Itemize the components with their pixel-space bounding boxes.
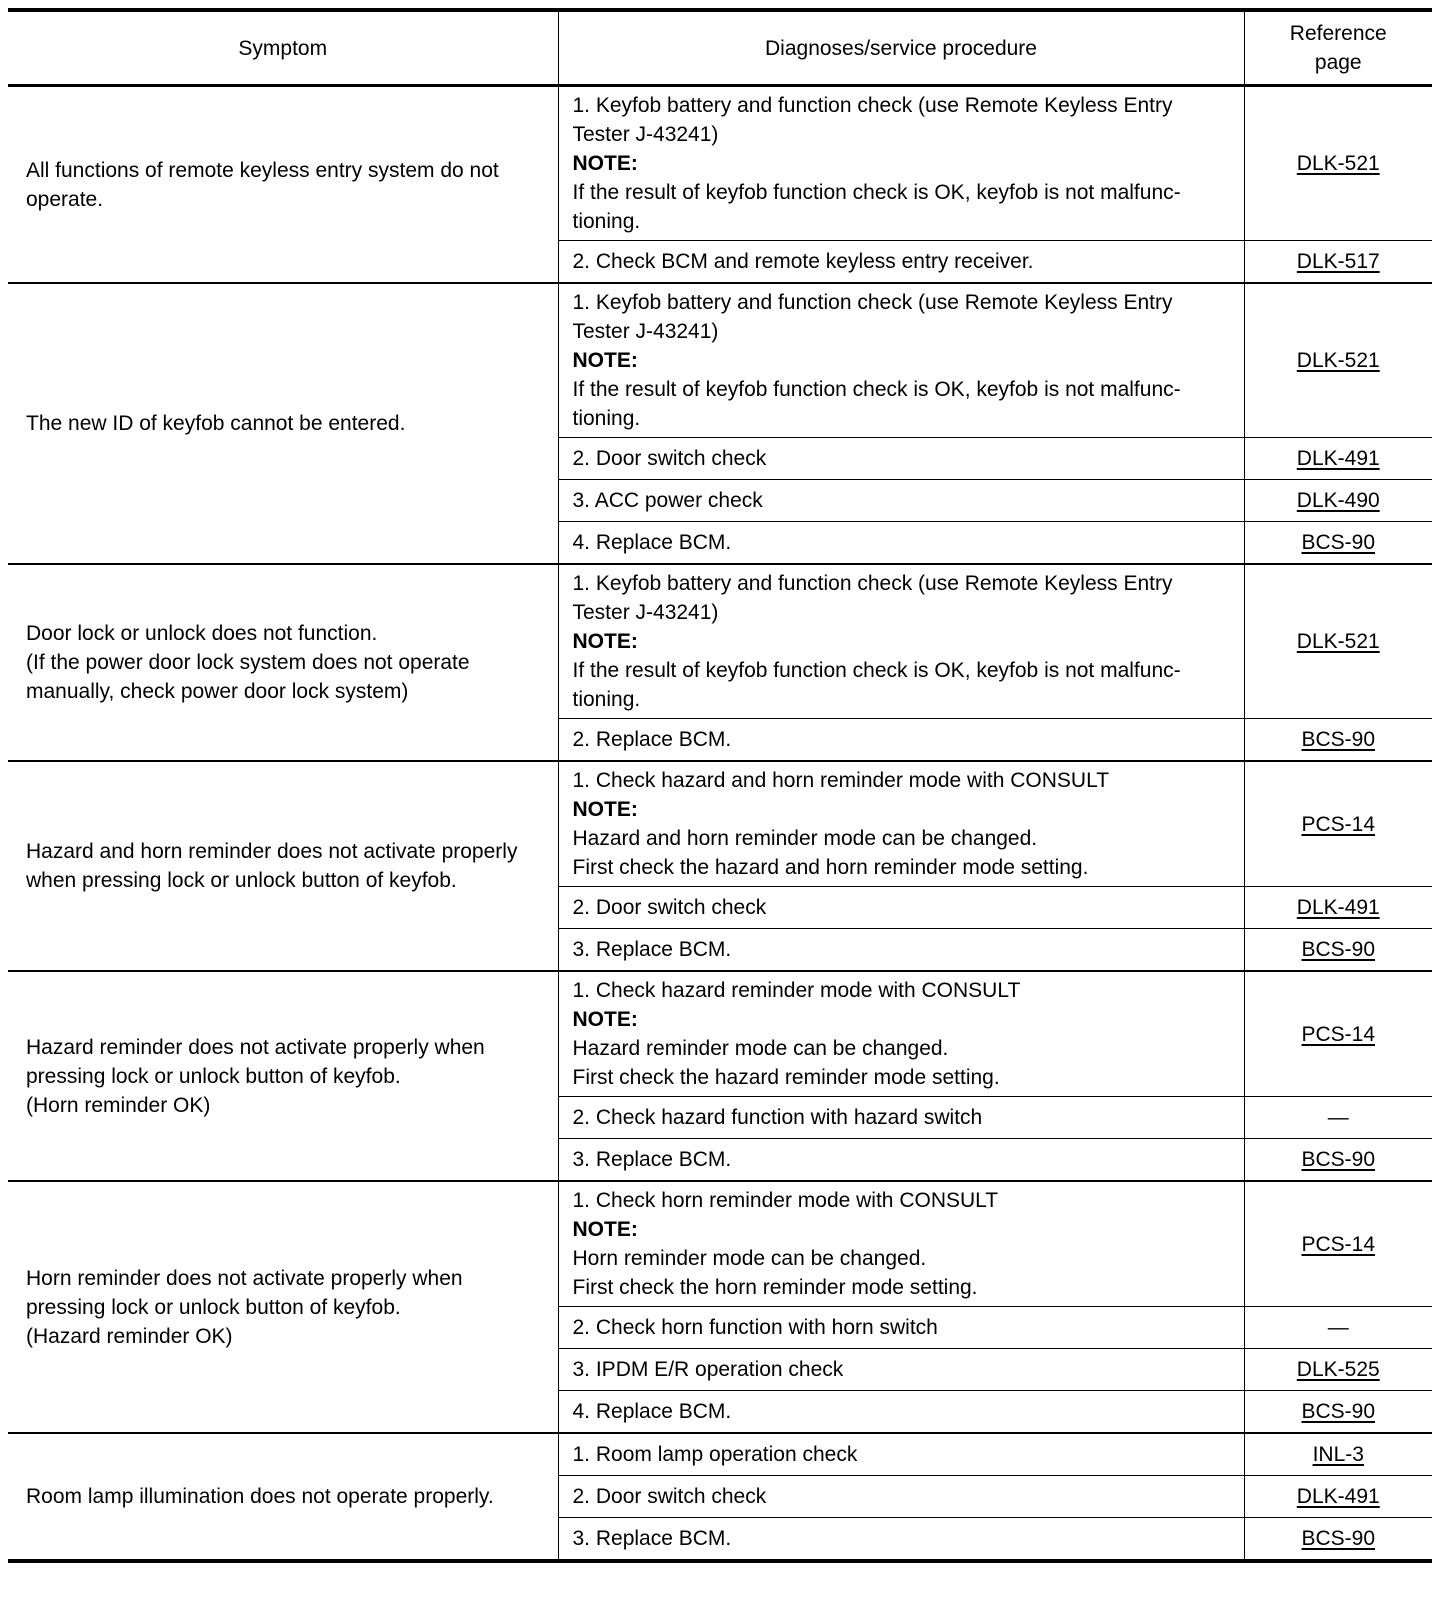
reference-cell bbox=[1244, 1476, 1432, 1518]
header-reference bbox=[1244, 10, 1432, 86]
procedure-cell bbox=[558, 1433, 1244, 1476]
procedure-cell bbox=[558, 241, 1244, 284]
table-row bbox=[8, 564, 1432, 719]
reference-cell bbox=[1244, 761, 1432, 887]
procedure-cell bbox=[558, 761, 1244, 887]
symptom-line: manually, check power door lock system) bbox=[26, 680, 409, 703]
page bbox=[8, 8, 1432, 1563]
symptom-group bbox=[8, 86, 1432, 284]
note-line: Horn reminder mode can be changed. bbox=[572, 1247, 927, 1270]
symptom-line: (Horn reminder OK) bbox=[26, 1093, 211, 1117]
reference-cell bbox=[1244, 1097, 1432, 1139]
symptom-line: (Hazard reminder OK) bbox=[26, 1324, 233, 1348]
reference-cell bbox=[1244, 1307, 1432, 1349]
reference-none: — bbox=[1327, 1316, 1349, 1339]
table-row bbox=[8, 86, 1432, 241]
table-row bbox=[8, 761, 1432, 887]
procedure-line: Tester J-43241) bbox=[572, 320, 719, 343]
procedure-cell bbox=[558, 86, 1244, 241]
note-label: NOTE: bbox=[572, 152, 638, 175]
procedure-cell bbox=[558, 1518, 1244, 1562]
header-reference-line2: page bbox=[1314, 51, 1362, 74]
procedure-cell bbox=[558, 1181, 1244, 1307]
reference-cell bbox=[1244, 480, 1432, 522]
symptom-line: operate. bbox=[26, 187, 104, 211]
reference-cell bbox=[1244, 283, 1432, 438]
symptom-line: Door lock or unlock does not function. bbox=[26, 622, 378, 645]
reference-cell bbox=[1244, 1433, 1432, 1476]
table-header bbox=[8, 10, 1432, 86]
procedure-line: 1. Keyfob battery and function check (use Remote Keyless Entry bbox=[572, 94, 1173, 117]
note-label: NOTE: bbox=[572, 349, 638, 372]
note-line: tioning. bbox=[572, 688, 641, 711]
procedure-cell bbox=[558, 1307, 1244, 1349]
procedure-cell bbox=[558, 1391, 1244, 1434]
procedure-cell bbox=[558, 480, 1244, 522]
procedure-line: 4. Replace BCM. bbox=[572, 1400, 732, 1423]
symptom-cell bbox=[8, 1181, 558, 1433]
symptom-line: Hazard reminder does not activate properly when bbox=[26, 1035, 485, 1059]
reference-link[interactable]: DLK-525 bbox=[1296, 1358, 1380, 1381]
reference-link[interactable]: BCS-90 bbox=[1301, 938, 1376, 961]
note-label: NOTE: bbox=[572, 630, 638, 653]
reference-link[interactable]: PCS-14 bbox=[1301, 812, 1376, 836]
procedure-cell bbox=[558, 1476, 1244, 1518]
procedure-cell bbox=[558, 438, 1244, 480]
reference-link[interactable]: DLK-521 bbox=[1296, 152, 1380, 175]
header-symptom: Symptom bbox=[8, 10, 558, 86]
note-line: First check the hazard reminder mode setting. bbox=[572, 1066, 1000, 1089]
note-label: NOTE: bbox=[572, 1218, 638, 1241]
reference-link[interactable]: DLK-517 bbox=[1296, 250, 1380, 273]
reference-link[interactable]: BCS-90 bbox=[1301, 728, 1376, 751]
procedure-cell bbox=[558, 564, 1244, 719]
symptom-group bbox=[8, 1433, 1432, 1561]
table-row bbox=[8, 971, 1432, 1097]
reference-link[interactable]: BCS-90 bbox=[1301, 531, 1376, 554]
reference-link[interactable]: DLK-521 bbox=[1296, 630, 1380, 653]
reference-link[interactable]: DLK-490 bbox=[1296, 489, 1380, 512]
header-procedure: Diagnoses/service procedure bbox=[558, 10, 1244, 86]
diagnosis-table bbox=[8, 8, 1432, 1563]
symptom-line: when pressing lock or unlock button of keyfob. bbox=[26, 869, 457, 892]
reference-cell bbox=[1244, 887, 1432, 929]
symptom-group bbox=[8, 761, 1432, 971]
procedure-line: 1. Keyfob battery and function check (use Remote Keyless Entry bbox=[572, 291, 1173, 314]
procedure-cell bbox=[558, 887, 1244, 929]
procedure-line: 4. Replace BCM. bbox=[572, 531, 732, 554]
symptom-line: All functions of remote keyless entry system do not bbox=[26, 158, 499, 182]
note-line: If the result of keyfob function check is OK, keyfob is not malfunc- bbox=[572, 181, 1181, 204]
procedure-line: 3. ACC power check bbox=[572, 489, 763, 512]
table-row bbox=[8, 1433, 1432, 1476]
procedure-cell bbox=[558, 1139, 1244, 1182]
symptom-line: Hazard and horn reminder does not activate properly bbox=[26, 840, 518, 863]
procedure-line: 1. Check horn reminder mode with CONSULT bbox=[572, 1189, 999, 1212]
procedure-cell bbox=[558, 1349, 1244, 1391]
reference-cell bbox=[1244, 719, 1432, 762]
procedure-line: 2. Door switch check bbox=[572, 896, 767, 919]
procedure-line: 3. Replace BCM. bbox=[572, 1148, 732, 1171]
symptom-group bbox=[8, 971, 1432, 1181]
note-line: Hazard and horn reminder mode can be changed. bbox=[572, 827, 1038, 850]
note-label: NOTE: bbox=[572, 1008, 638, 1031]
symptom-group bbox=[8, 564, 1432, 761]
reference-none: — bbox=[1327, 1106, 1349, 1129]
symptom-cell bbox=[8, 86, 558, 284]
reference-cell bbox=[1244, 1349, 1432, 1391]
symptom-line: pressing lock or unlock button of keyfob. bbox=[26, 1295, 401, 1319]
symptom-line: (If the power door lock system does not operate bbox=[26, 651, 470, 674]
reference-cell bbox=[1244, 241, 1432, 284]
reference-cell bbox=[1244, 1181, 1432, 1307]
procedure-cell bbox=[558, 283, 1244, 438]
header-row bbox=[8, 10, 1432, 86]
symptom-line: The new ID of keyfob cannot be entered. bbox=[26, 412, 406, 435]
reference-link[interactable]: DLK-521 bbox=[1296, 349, 1380, 372]
reference-cell bbox=[1244, 1391, 1432, 1434]
procedure-cell bbox=[558, 1097, 1244, 1139]
procedure-line: 2. Check hazard function with hazard switch bbox=[572, 1106, 983, 1129]
note-line: First check the horn reminder mode setting. bbox=[572, 1276, 978, 1299]
note-line: tioning. bbox=[572, 210, 641, 233]
reference-link[interactable]: BCS-90 bbox=[1301, 1148, 1376, 1171]
procedure-line: 2. Check BCM and remote keyless entry receiver. bbox=[572, 250, 1034, 273]
procedure-cell bbox=[558, 971, 1244, 1097]
note-line: First check the hazard and horn reminder mode setting. bbox=[572, 856, 1089, 879]
table-row bbox=[8, 1181, 1432, 1307]
procedure-line: 2. Door switch check bbox=[572, 447, 767, 470]
reference-link[interactable]: BCS-90 bbox=[1301, 1527, 1376, 1550]
symptom-cell bbox=[8, 761, 558, 971]
procedure-line: 3. IPDM E/R operation check bbox=[572, 1358, 844, 1381]
procedure-line: 2. Check horn function with horn switch bbox=[572, 1316, 938, 1339]
procedure-line: Tester J-43241) bbox=[572, 123, 719, 146]
procedure-cell bbox=[558, 522, 1244, 565]
procedure-line: 1. Check hazard and horn reminder mode with CONSULT bbox=[572, 769, 1110, 792]
note-line: If the result of keyfob function check is OK, keyfob is not malfunc- bbox=[572, 378, 1181, 401]
procedure-line: 1. Room lamp operation check bbox=[572, 1443, 858, 1466]
reference-cell bbox=[1244, 438, 1432, 480]
reference-link[interactable]: BCS-90 bbox=[1301, 1400, 1376, 1423]
reference-cell bbox=[1244, 971, 1432, 1097]
symptom-line: pressing lock or unlock button of keyfob. bbox=[26, 1064, 401, 1088]
reference-cell bbox=[1244, 929, 1432, 972]
symptom-cell bbox=[8, 564, 558, 761]
note-line: Hazard reminder mode can be changed. bbox=[572, 1037, 949, 1060]
reference-cell bbox=[1244, 564, 1432, 719]
procedure-line: 3. Replace BCM. bbox=[572, 938, 732, 961]
reference-link[interactable]: DLK-491 bbox=[1296, 896, 1380, 919]
symptom-cell bbox=[8, 283, 558, 564]
procedure-cell bbox=[558, 929, 1244, 972]
reference-link[interactable]: DLK-491 bbox=[1296, 447, 1380, 470]
procedure-line: 2. Replace BCM. bbox=[572, 728, 732, 751]
reference-link[interactable]: INL-3 bbox=[1312, 1443, 1364, 1466]
symptom-cell bbox=[8, 971, 558, 1181]
procedure-line: 3. Replace BCM. bbox=[572, 1527, 732, 1550]
reference-cell bbox=[1244, 522, 1432, 565]
reference-link[interactable]: PCS-14 bbox=[1301, 1232, 1376, 1256]
reference-link[interactable]: DLK-491 bbox=[1296, 1485, 1380, 1508]
procedure-line: 1. Check hazard reminder mode with CONSULT bbox=[572, 979, 1021, 1002]
symptom-cell bbox=[8, 1433, 558, 1561]
note-line: If the result of keyfob function check is OK, keyfob is not malfunc- bbox=[572, 659, 1181, 682]
reference-link[interactable]: PCS-14 bbox=[1301, 1022, 1376, 1046]
procedure-line: 2. Door switch check bbox=[572, 1485, 767, 1508]
note-label: NOTE: bbox=[572, 798, 638, 821]
symptom-group bbox=[8, 283, 1432, 564]
symptom-line: Room lamp illumination does not operate properly. bbox=[26, 1485, 494, 1508]
procedure-cell bbox=[558, 719, 1244, 762]
procedure-line: Tester J-43241) bbox=[572, 601, 719, 624]
note-line: tioning. bbox=[572, 407, 641, 430]
reference-cell bbox=[1244, 86, 1432, 241]
symptom-group bbox=[8, 1181, 1432, 1433]
symptom-line: Horn reminder does not activate properly when bbox=[26, 1266, 463, 1290]
table-row bbox=[8, 283, 1432, 438]
header-reference-line1: Reference bbox=[1289, 22, 1387, 45]
reference-cell bbox=[1244, 1139, 1432, 1182]
reference-cell bbox=[1244, 1518, 1432, 1562]
procedure-line: 1. Keyfob battery and function check (use Remote Keyless Entry bbox=[572, 572, 1173, 595]
